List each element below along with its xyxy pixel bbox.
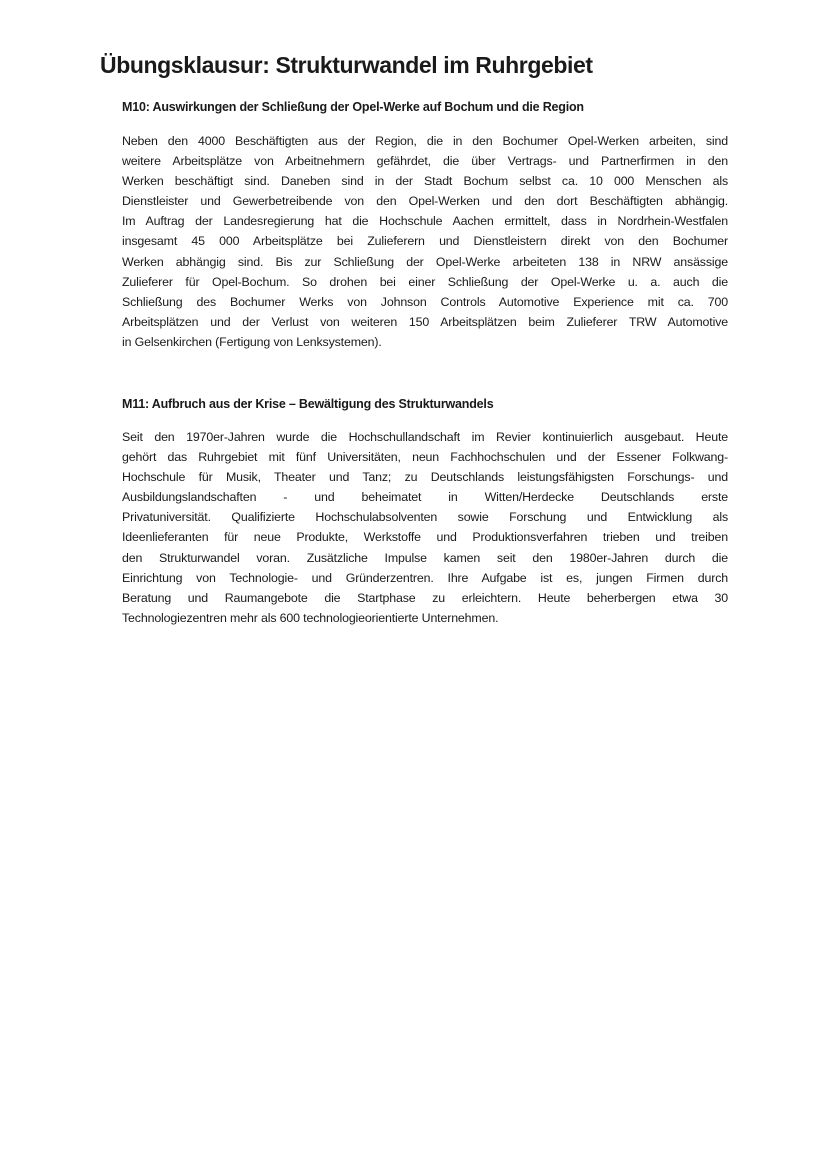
paragraph-line: Beratung und Raumangebote die Startphase zu erleichtern. Heute beherbergen etwa 30 <box>122 590 728 605</box>
paragraph-line: Schließung des Bochumer Werks von Johnson Controls Automotive Experience mit ca. 700 <box>122 294 728 309</box>
paragraph-line: Hochschule für Musik, Theater und Tanz; zu Deutschlands leistungsfähigsten Forschungs- und <box>122 470 728 485</box>
paragraph-line: Zulieferer für Opel-Bochum. So drohen bei einer Schließung der Opel-Werke u. a. auch die <box>122 274 728 289</box>
paragraph-line: Werken beschäftigt sind. Daneben sind in der Stadt Bochum selbst ca. 10 000 Menschen als <box>122 174 728 189</box>
paragraph-line: insgesamt 45 000 Arbeitsplätze bei Zulieferern und Dienstleistern direkt von den Bochumer <box>122 234 728 249</box>
page-title: Übungsklausur: Strukturwandel im Ruhrgebiet <box>100 52 593 78</box>
section-heading-m10: M10: Auswirkungen der Schließung der Opel-Werke auf Bochum und die Region <box>122 100 584 114</box>
paragraph-line: Privatuniversität. Qualifizierte Hochschulabsolventen sowie Forschung und Entwicklung als <box>122 510 728 525</box>
paragraph-line: Werken abhängig sind. Bis zur Schließung der Opel-Werke arbeiteten 138 in NRW ansässige <box>122 254 728 269</box>
paragraph-line: weitere Arbeitsplätze von Arbeitnehmern gefährdet, die über Vertrags- und Partnerfirmen in den <box>122 154 728 169</box>
section-body-m10 <box>122 131 728 352</box>
paragraph-line: Ausbildungslandschaften - und beheimatet in Witten/Herdecke Deutschlands erste <box>122 490 728 505</box>
paragraph-line: Neben den 4000 Beschäftigten aus der Region, die in den Bochumer Opel-Werken arbeiten, sind <box>122 134 728 148</box>
paragraph-line: Ideenlieferanten für neue Produkte, Werkstoffe und Produktionsverfahren trieben und treiben <box>122 530 728 545</box>
paragraph-line: Einrichtung von Technologie- und Gründerzentren. Ihre Aufgabe ist es, jungen Firmen durch <box>122 570 728 585</box>
paragraph-line: gehört das Ruhrgebiet mit fünf Universitäten, neun Fachhochschulen und der Essener Folkwang- <box>122 450 728 465</box>
paragraph-line: den Strukturwandel voran. Zusätzliche Impulse kamen seit den 1980er-Jahren durch die <box>122 550 728 565</box>
section-body-m11 <box>122 427 728 628</box>
paragraph-line: Arbeitsplätzen und der Verlust von weiteren 150 Arbeitsplätzen beim Zulieferer TRW Automotive <box>122 314 728 329</box>
paragraph-line: Seit den 1970er-Jahren wurde die Hochschullandschaft im Revier kontinuierlich ausgebaut. Heute <box>122 430 728 444</box>
paragraph-line: Technologiezentren mehr als 600 technologieorientierte Unternehmen. <box>122 610 499 625</box>
section-heading-m11: M11: Aufbruch aus der Krise – Bewältigung des Strukturwandels <box>122 397 494 411</box>
paragraph-line: Dienstleister und Gewerbetreibende von den Opel-Werken und den dort Beschäftigten abhängig. <box>122 194 728 209</box>
paragraph-line: Im Auftrag der Landesregierung hat die Hochschule Aachen ermittelt, dass in Nordrhein-Westfalen <box>122 214 728 229</box>
paragraph-line: in Gelsenkirchen (Fertigung von Lenksystemen). <box>122 334 382 349</box>
